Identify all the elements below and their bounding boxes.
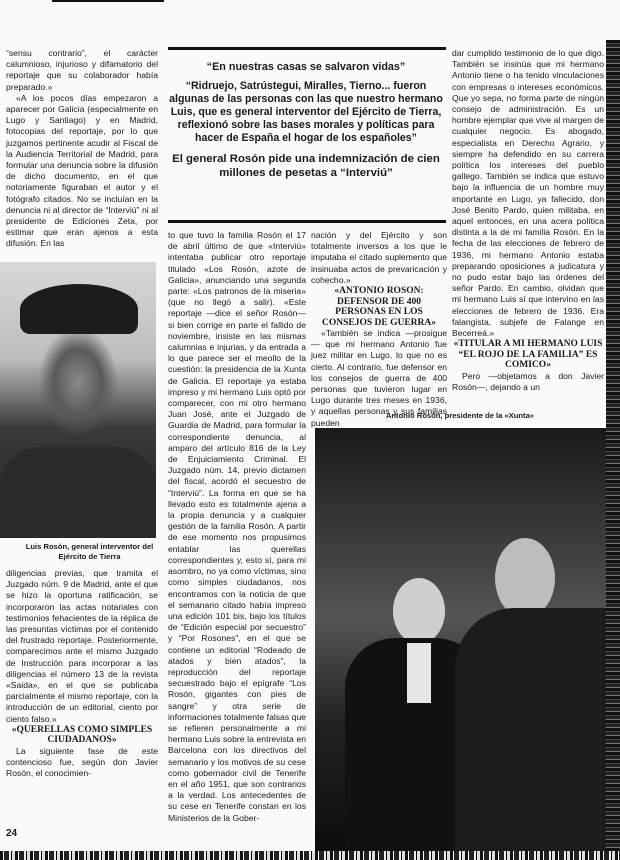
- photo-antonio-roson: [315, 428, 606, 851]
- article-paragraph: «También se indica —prosigue— que mi hermano Antonio fue juez militar en Lugo, lo que no es cierto. Al contrario, fue defensor en los consejos de guerra de 400 personas que tuvieron lugar en Lugo durante tres meses en 1936, y aquellas personas y sus familias pueden: [311, 328, 447, 428]
- headline-kicker: “En nuestras casas se salvaron vidas”: [206, 61, 406, 73]
- article-paragraph: nación y del Ejército y son totalmente inversos a los que le imputaba el citado suplemento que insinuaba actos de prevaricación y cohecho.»: [311, 230, 447, 285]
- headline-deck: El general Rosón pide una indemnización de cien millones de pesetas a “Interviú”: [172, 153, 440, 179]
- right-figure-body: [455, 608, 606, 851]
- page-number: 24: [6, 828, 18, 839]
- headline-quote: “Ridruejo, Satrústegui, Miralles, Tierno... fueron algunas de las personas con las que nuestro hermano Luis, que es general interventor del Ejército de Tierra, reflexionó sobre las bases morales y políticas para hacer de España el hogar de los españoles”: [169, 80, 443, 144]
- subhead-querellas: «QUERELLAS COMO SIMPLES CIUDADANOS»: [11, 724, 153, 746]
- subhead-titular: «TITULAR A MI HERMANO LUIS “EL ROJO DE LA FAMILIA” ES COMICO»: [453, 339, 603, 371]
- article-paragraph: Pero —objetamos a don Javier Rosón—, dejando a un: [452, 370, 604, 392]
- article-paragraph: diligencias previas, que tramita el Juzgado núm. 9 de Madrid, ante el que se hizo la oportuna ratificación, se incorporaron las actas notariales con testimonios fehacientes de la réplica de las presuntas víctimas por el contenido del frustrado reportaje. Posteriormente, comparecimos ante el mismo Juzgado de Instrucción para incorporar a las diligencias el número 13 de la revista «Saida», en el que se publicaba parcialmente el mismo reportaje, con la introducción de un editorial, ciento por ciento falso.»: [6, 568, 158, 724]
- article-paragraph: «A los pocos días empezaron a aparecer por Galicia (especialmente en Lugo y Santiago) y en Madrid, fotocopias del reportaje, por lo que juzgamos pertinente acudir al Fiscal de la Audiencia Territorial de Madrid, para formular una denuncia sobre la difusión de dicho documento, en el que notoriamente figuraban el autor y el fotógrafo citados. No se incluían en la denuncia ni al director de “Interviú” ni al presidente de Ediciones Zeta, por estimar que eran ajenos a esta difusión. En las: [6, 92, 158, 249]
- third-column: [311, 230, 447, 428]
- left-figure-head: [393, 578, 445, 644]
- right-figure-head: [495, 538, 555, 618]
- left-column-top: [6, 48, 158, 258]
- right-column: [452, 48, 604, 433]
- page-edge-strip: [606, 40, 620, 860]
- article-paragraph: to que tuvo la familia Rosón el 17 de abril último de que «Interviú» intentaba publicar otro reportaje titulado «Los Rosón, azote de Galicia», anunciando una segunda parte: «Los patronos de la miseria» (que no llegó a salir). «Este reportaje —dice el señor Rosón— si bien corrige en parte el fallido de noviembre, insiste en las mismas calumnias e injurias, y da entrada a lo que parece ser el meollo de la cuestión: la presidencia de la Xunta de Galicia. El reportaje ya estaba impreso y mi hermano Luis optó por comparecer, con mi otro hermano Juan José, ante el Juzgado de Guardia de Madrid, para formular la correspondiente denuncia, al amparo del artículo 816 de la Ley de Enjuiciamiento Criminal. El Juzgado núm. 14, previo dictamen del fiscal, acordó el secuestro de “Interviú”. La forma en que se ha llevado esto es totalmente ajena a la propia denuncia y a cualquier gestión de la familia Rosón. A partir de ese momento nos propusimos entablar las querellas correspondientes y, esto sí, para mi asombro, no ya como víctimas, sino como simples ciudadanos, nos encontramos con la noticia de que el semanario citado había impreso una edición 101 bis, bajo los títulos de “Edición especial por secuestro” y “Por Rosones”, en el que se contiene un editorial “Rodeado de atados y bien atados”, la reproducción del reportaje secuestrado bajo el epígrafe “Los Rosón, gigantes con pies de sangre” y otra serie de informaciones totalmente falsas que se refieren personalmente a mi hermano Luis sobre la entrevista en Barcelona con los directivos del semanario y los motivos de su cese como gobernador civil de Tenerife en el año 1951, que son contrarios a la verdad. Los antecedentes de su cese en Tenerife constan en los Ministerios de la Gober-: [168, 230, 306, 823]
- left-column-bottom: [6, 568, 158, 828]
- subhead-antonio-roson: «ANTONIO ROSON: DEFENSOR DE 400 PERSONAS EN LOS CONSEJOS DE GUERRA»: [321, 286, 437, 328]
- large-photo-caption: Antonio Rosón, presidente de la «Xunta»: [385, 411, 535, 420]
- portrait-photo-luis-roson: [0, 262, 156, 538]
- article-paragraph: dar cumplido testimonio de lo que digo. También se insinúa que mi hermano Antonio tiene o ha tenido vinculaciones con empresas o intereses económicos. Que yo sepa, no forma parte de ningún consejo de administración. Es un hombre ejemplar que vive al margen de cualquier negocio. Es abogado, especialista en Derecho Agrario, y siempre ha defendido en su carrera política los intereses del pueblo gallego. También se indica que estuvo bajo la influencia de un hombre muy importante en Lugo, ya fallecido, don José Benito Pardo, quien militaba, en aquel entonces, en una acera política distinta a la de mi familia Rosón. En la fecha de las elecciones de febrero de 1936, mi hermano Antonio estaba preparando oposiciones a judicatura y no pudo estar bajo las órdenes del señor Pardo. En cambio, olvidan que mi hermano Luis sí que intervino en las elecciones de febrero de 1936. Era falangista, subjefe de Falange en Becerreá.»: [452, 48, 604, 339]
- article-paragraph: “sensu contrario”, el carácter calumnioso, injurioso y difamatorio del reportaje que su colaborador había preparado.»: [6, 48, 158, 92]
- uniform-shape: [0, 447, 156, 538]
- shirt-collar: [407, 643, 431, 703]
- portrait-caption: Luis Rosón, general interventor del Ejército de Tierra: [25, 542, 154, 561]
- cap-shape: [20, 284, 138, 334]
- headline-box: [165, 48, 447, 222]
- scan-edge-barcode: [0, 851, 620, 860]
- middle-column: [168, 230, 306, 842]
- article-paragraph: La siguiente fase de este contencioso fue, según don Javier Rosón, el conocimien-: [6, 745, 158, 779]
- top-rule: [52, 0, 164, 2]
